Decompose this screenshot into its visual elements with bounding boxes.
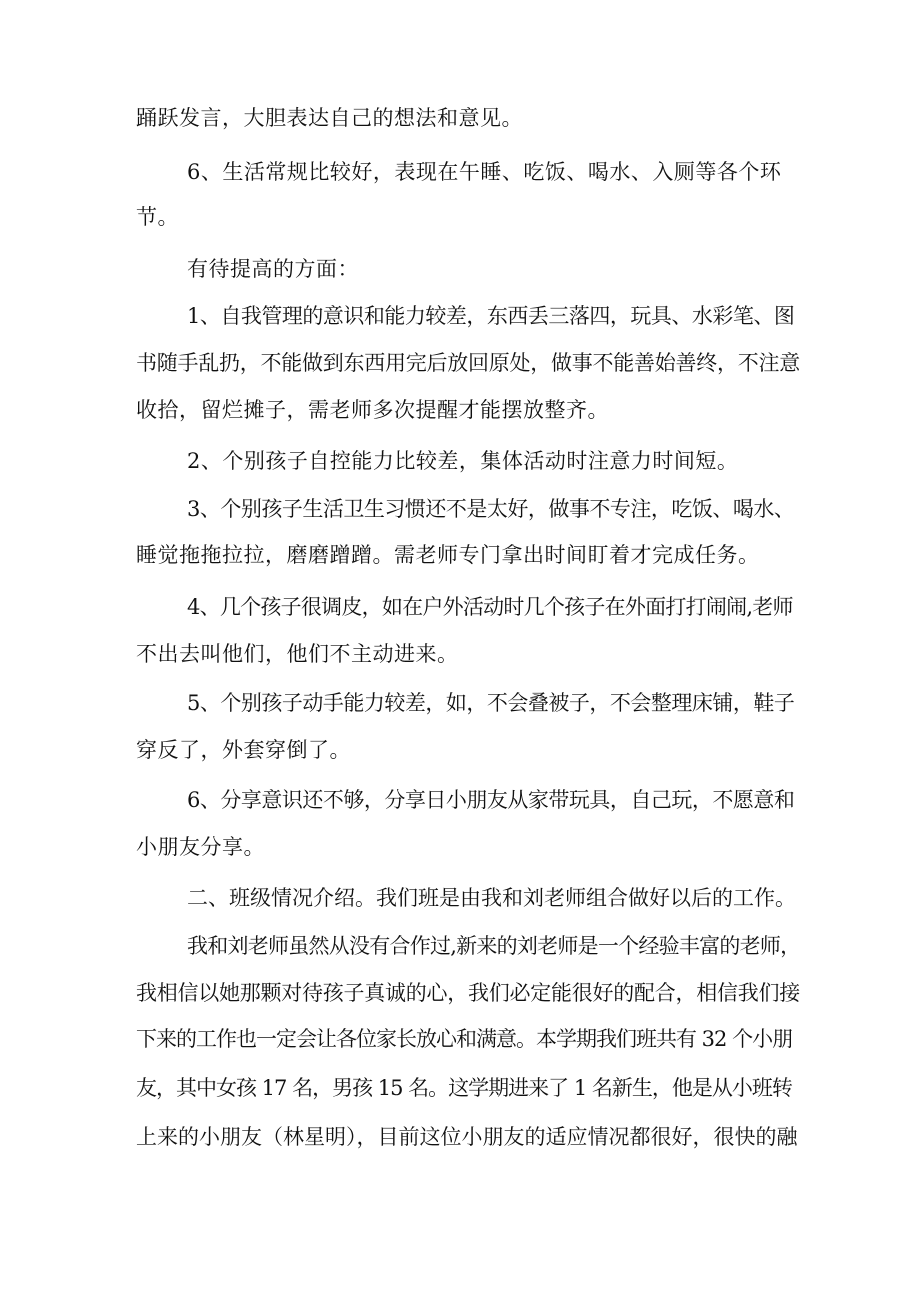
text-line-3: 节。 bbox=[136, 205, 179, 229]
text-line-22: 上来的小朋友（林星明），目前这位小朋友的适应情况都很好，很快的融 bbox=[136, 1125, 798, 1149]
text-line-13: 5、个别孩子动手能力较差，如，不会叠被子，不会整理床铺，鞋子 bbox=[187, 691, 795, 715]
text-line-1: 踊跃发言，大胆表达自己的想法和意见。 bbox=[136, 106, 523, 130]
text-line-7: 收拾，留烂摊子，需老师多次提醒才能摆放整齐。 bbox=[136, 398, 609, 422]
text-line-15: 6、分享意识还不够，分享日小朋友从家带玩具，自己玩，不愿意和 bbox=[187, 788, 795, 812]
text-line-4: 有待提高的方面： bbox=[187, 257, 359, 281]
text-line-18: 我和刘老师虽然从没有合作过,新来的刘老师是一个经验丰富的老师， bbox=[187, 934, 801, 958]
text-line-12: 不出去叫他们，他们不主动进来。 bbox=[136, 642, 459, 666]
text-line-9: 3、个别孩子生活卫生习惯还不是太好，做事不专注，吃饭、喝水、 bbox=[187, 497, 795, 521]
text-line-21: 友，其中女孩 17 名，男孩 15 名。这学期进来了 1 名新生，他是从小班转 bbox=[136, 1076, 792, 1100]
text-line-10: 睡觉拖拖拉拉，磨磨蹭蹭。需老师专门拿出时间盯着才完成任务。 bbox=[136, 543, 760, 567]
text-line-16: 小朋友分享。 bbox=[136, 835, 265, 859]
text-line-8: 2、个别孩子自控能力比较差，集体活动时注意力时间短。 bbox=[187, 449, 739, 473]
text-line-14: 穿反了，外套穿倒了。 bbox=[136, 738, 351, 762]
text-line-11: 4、几个孩子很调皮，如在户外活动时几个孩子在外面打打闹闹,老师 bbox=[187, 595, 793, 619]
text-line-2: 6、生活常规比较好，表现在午睡、吃饭、喝水、入厕等各个环 bbox=[187, 160, 782, 184]
text-line-6: 书随手乱扔，不能做到东西用完后放回原处，做事不能善始善终，不注意 bbox=[136, 351, 800, 375]
text-line-20: 下来的工作也一定会让各位家长放心和满意。本学期我们班共有 32 个小朋 bbox=[136, 1027, 793, 1051]
text-line-17: 二、班级情况介绍。我们班是由我和刘老师组合做好以后的工作。 bbox=[187, 886, 796, 910]
text-line-19: 我相信以她那颗对待孩子真诚的心，我们必定能很好的配合，相信我们接 bbox=[136, 981, 800, 1005]
text-line-5: 1、自我管理的意识和能力较差，东西丢三落四，玩具、水彩笔、图 bbox=[187, 304, 795, 328]
